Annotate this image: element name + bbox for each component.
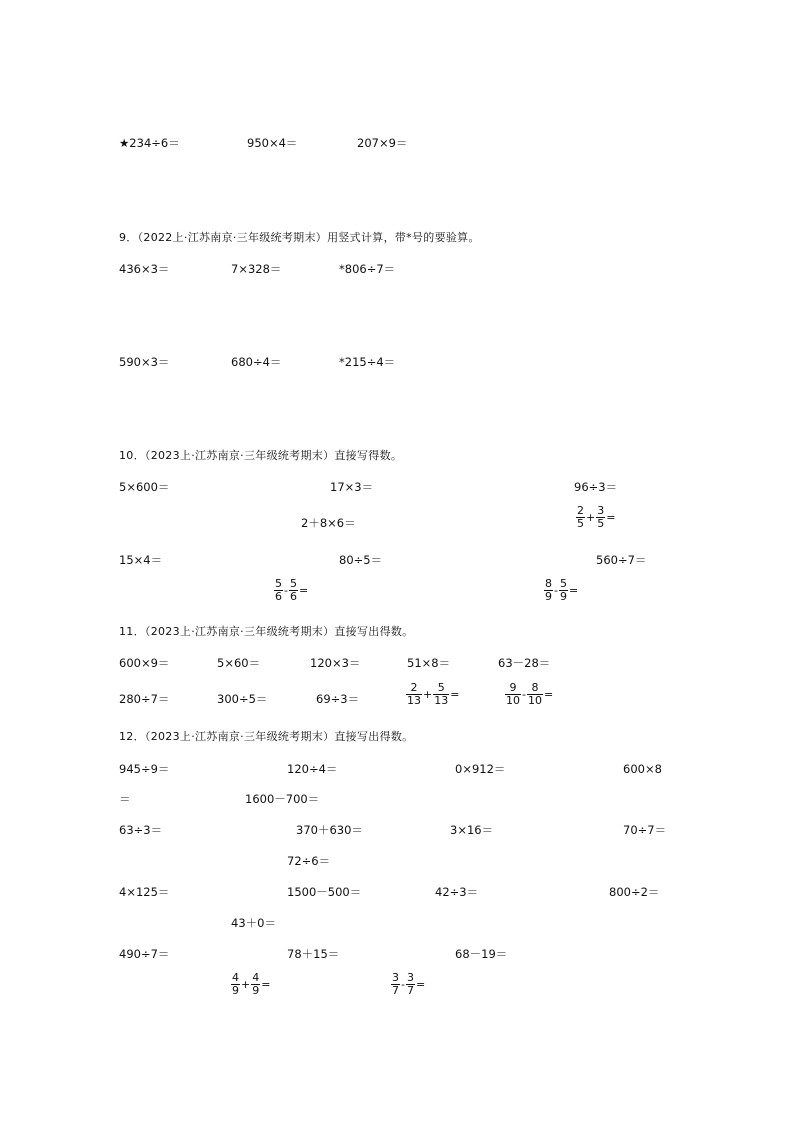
denominator: 6 [275,590,282,603]
denominator: 10 [527,694,542,707]
q11-item-6: 280÷7＝ [119,692,170,706]
q12-item-14: 800÷2＝ [609,885,660,899]
numerator: 5 [559,577,567,590]
q11-fraction-1 [406,682,460,707]
q9-header: 9．（2022上·江苏南京·三年级统考期末）用竖式计算，带*号的要验算。 [119,231,480,244]
q10-item-1: 5×600＝ [119,480,170,494]
q12-item-3: 0×912＝ [455,762,506,776]
denominator: 9 [545,590,552,603]
q12-header: 12．（2023上·江苏南京·三年级统考期末）直接写出得数。 [119,730,414,743]
q9-item-5: 680÷4＝ [231,355,282,369]
q12-item-12: 1500－500＝ [287,885,362,899]
q12-item-15: 43＋0＝ [231,916,276,930]
equals-sign: = [450,687,460,701]
q10-item-4: 2＋8×6＝ [301,516,356,530]
denominator: 5 [597,517,605,530]
q10-fraction-2 [274,578,309,603]
q11-item-8: 69÷3＝ [316,692,360,706]
q9-item-4: 590×3＝ [119,355,170,369]
equals-sign: = [261,977,271,991]
q11-item-5: 63－28＝ [498,656,551,670]
q12-item-16: 490÷7＝ [119,947,170,961]
q11-item-3: 120×3＝ [310,656,361,670]
q11-header: 11．（2023上·江苏南京·三年级统考期末）直接写出得数。 [119,625,414,638]
q11-fraction-2 [505,682,554,707]
q12-item-4-equals: ＝ [119,792,131,806]
q12-item-6: 63÷3＝ [119,823,163,837]
q9-item-2: 7×328＝ [231,262,282,276]
numerator: 3 [597,504,605,517]
denominator: 10 [506,694,520,707]
denominator: 7 [406,984,414,997]
q12-item-7: 370＋630＝ [296,823,363,837]
denominator: 9 [252,984,260,997]
operator: + [423,687,433,701]
operator: - [554,583,558,597]
denominator: 5 [577,517,584,530]
operator: + [241,977,251,991]
numerator: 4 [232,971,239,984]
operator: - [284,583,288,597]
q10-item-3: 96÷3＝ [574,480,618,494]
equals-sign: = [568,583,579,597]
q12-item-18: 68－19＝ [455,947,508,961]
denominator: 6 [289,590,297,603]
numerator: 8 [545,577,552,590]
q12-fraction-2 [391,972,426,997]
q10-item-7: 560÷7＝ [596,553,647,567]
q12-fraction-1 [231,972,271,997]
denominator: 13 [407,694,421,707]
equals-sign: = [606,510,616,524]
q11-item-1: 600×9＝ [119,656,170,670]
q9-item-6: *215÷4＝ [339,355,396,369]
q10-fraction-1 [576,505,616,530]
q10-fraction-3 [544,578,579,603]
q8-item-3: 207×9＝ [357,136,408,150]
numerator: 5 [289,577,297,590]
q10-header: 10．（2023上·江苏南京·三年级统考期末）直接写得数。 [119,449,403,462]
denominator: 9 [559,590,567,603]
q12-item-8: 3×16＝ [450,823,494,837]
q10-item-6: 80÷5＝ [339,553,383,567]
equals-sign: = [298,583,309,597]
q11-item-7: 300÷5＝ [217,692,268,706]
equals-sign: = [543,687,554,701]
numerator: 5 [433,682,449,695]
operator: + [586,510,596,524]
q12-item-17: 78＋15＝ [287,947,340,961]
numerator: 3 [406,971,414,984]
q8-item-1: ★234÷6＝ [119,136,180,150]
numerator: 4 [252,971,260,984]
numerator: 2 [577,504,584,517]
q10-item-5: 15×4＝ [119,553,163,567]
q12-item-13: 42÷3＝ [435,885,479,899]
equals-sign: = [415,977,426,991]
denominator: 9 [232,984,239,997]
q12-item-4: 600×8 [623,762,662,776]
q12-item-1: 945÷9＝ [119,762,170,776]
denominator: 13 [434,694,449,707]
operator: - [401,977,405,991]
numerator: 8 [527,682,543,695]
q12-item-2: 120÷4＝ [287,762,338,776]
q12-item-11: 4×125＝ [119,885,170,899]
numerator: 9 [505,682,521,695]
q12-item-9: 70÷7＝ [623,823,667,837]
numerator: 2 [406,682,422,695]
numerator: 5 [275,577,282,590]
q9-item-1: 436×3＝ [119,262,170,276]
q12-item-10: 72÷6＝ [287,854,331,868]
q11-item-2: 5×60＝ [217,656,261,670]
q9-item-3: *806÷7＝ [339,262,396,276]
q11-item-4: 51×8＝ [407,656,451,670]
numerator: 3 [392,971,399,984]
q8-item-2: 950×4＝ [247,136,298,150]
operator: - [522,687,526,701]
q12-item-5: 1600－700＝ [245,792,320,806]
denominator: 7 [392,984,399,997]
q10-item-2: 17×3＝ [330,480,374,494]
